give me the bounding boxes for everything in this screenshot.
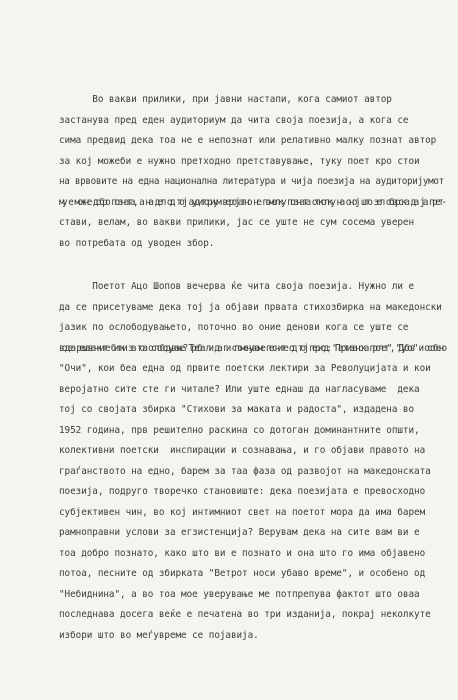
text-line: веројатно сите сте ги читале? Или уште еднаш да нагласуваме дека xyxy=(59,383,420,395)
text-line: тоа добро познато, како што ви е познато и она што го има објавено xyxy=(59,547,426,559)
paragraph-1 xyxy=(59,90,444,254)
text-line: му е можне добро позната, а на дел од тој аудиториум веројатно не помалку позната отколку на оној што зел обврска да ја прет- xyxy=(59,196,445,208)
text-line: на врвовите на една национална литература и чија поезија на аудиторијумот xyxy=(59,176,444,187)
text-line: "Небиднина", а во тоа мое уверување ме потпрепува фактот што оваа xyxy=(59,588,420,600)
text-line: "Очи", кои беа една од првите поетски лектири за Револуцијата и кои xyxy=(59,363,431,374)
text-line: потоа, песните од збирката "Ветрот носи убаво време", и особено од xyxy=(59,568,426,579)
text-line: Поетот Ацо Шопов вечерва ќе чита своја поезија. Нужно ли е xyxy=(59,281,415,292)
paragraph-2 xyxy=(59,277,444,646)
text-line: за кој можеби е нужно претходно претставување, туку поет кро стои xyxy=(59,155,420,167)
text-line: тој со својата збирка "Стихови за маката и радоста", издадена во xyxy=(59,404,415,415)
text-line: колективни поетски инспирации и сознавања, и го објави правото на xyxy=(59,445,426,456)
text-line: рамноправни услови за егзистенција? Верувам дека на сите вам ви е xyxy=(59,527,420,538)
text-line: да се присетуваме дека тој ја објави првата стихозбирка на македонски xyxy=(59,301,442,313)
text-line: стави, велам, во вакви прилики, јас се уште не сум сосема уверен xyxy=(59,217,415,228)
text-line: 1952 година, прв решително раскина со дотоган доминантните општи, xyxy=(59,424,420,436)
text-line: застанува пред еден аудиториум да чита своја поезија, а кога се xyxy=(59,114,409,126)
text-line: поезија, подруго творечко становиште: дека поезијата е превосходно xyxy=(59,486,426,497)
text-line: сима предвид дека тоа не е непознат или релативно малку познат автор xyxy=(59,135,437,146)
text-line: во потребата од уводен збор. xyxy=(59,237,215,249)
text-line: граѓанството на едно, барем за таа фаза од развојот на македонската xyxy=(59,465,431,477)
text-line: субјективен чин, во кој интимниот свет на поетот мора да има барем xyxy=(59,506,426,518)
text-line: водеа решавачките битки за тоа ослободување? Треба ли да ги споменуваме песните од тој период: "Партизанска пролет", "Дубов" и особено xyxy=(59,342,445,354)
text-line: избори што во меѓувреме се појавија. xyxy=(59,629,259,641)
text-line: јазик по ослободувањето, поточно во оние денови кога се уште се xyxy=(59,322,409,333)
text-line: Во вакви прилики, при јавни настапи, кога самиот автор xyxy=(59,94,392,105)
text-line: последнава досега веќе е печатена во три изданија, покрај неколкуте xyxy=(59,609,431,620)
